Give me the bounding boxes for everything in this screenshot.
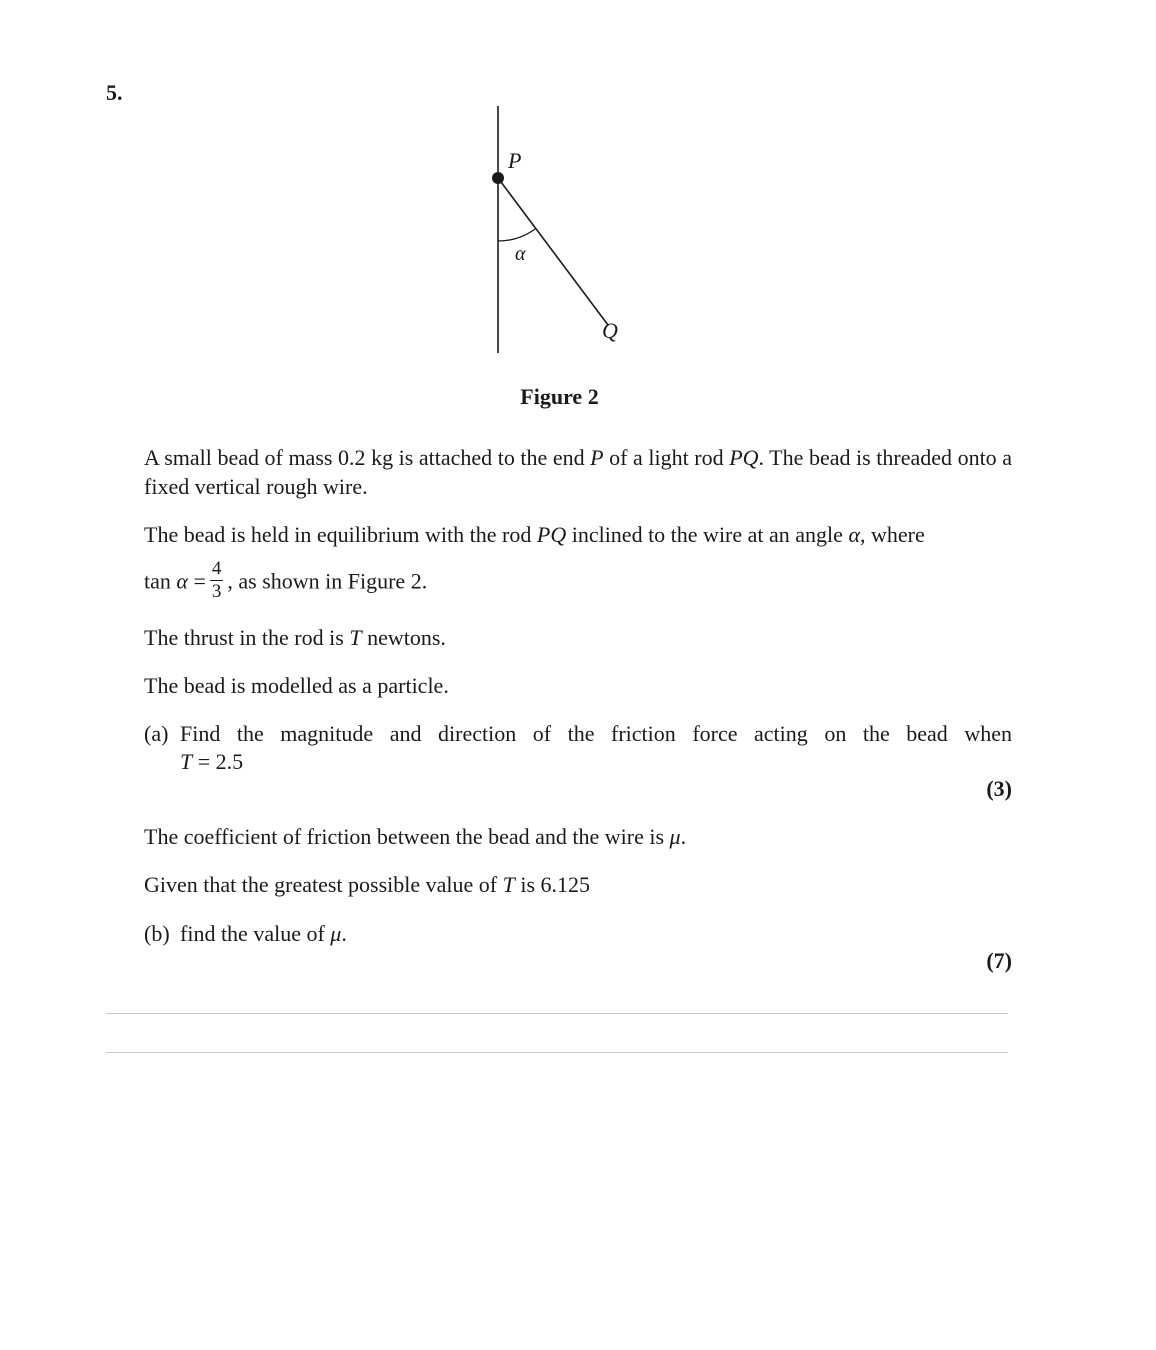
para3-var-t: T: [349, 625, 362, 650]
para2-text-c: , where: [860, 522, 925, 547]
paragraph-5: [144, 822, 1012, 851]
para2-text-a: The bead is held in equilibrium with the rod: [144, 522, 537, 547]
label-alpha: α: [515, 243, 526, 265]
part-a-marks: (3): [986, 776, 1012, 801]
label-q: Q: [602, 318, 618, 343]
tan-equation: [144, 558, 1012, 604]
para2-text-b: inclined to the wire at an angle: [566, 522, 849, 547]
question-number: 5.: [106, 80, 123, 105]
part-a-text: Find the magnitude and direction of the friction force acting on the bead when: [180, 721, 1012, 746]
answer-line-2: [106, 1052, 1008, 1053]
fraction: [210, 560, 224, 601]
figure-2-diagram: [440, 100, 660, 360]
para1-var-pq: PQ: [729, 445, 759, 470]
part-b-text: find the value of: [180, 921, 331, 946]
part-b-end: .: [341, 921, 347, 946]
para1-text-a: A small bead of mass 0.2 kg is attached to the end: [144, 445, 591, 470]
part-b-var-mu: μ: [330, 921, 342, 946]
para6-text-a: Given that the greatest possible value of: [144, 872, 503, 897]
para2-var-pq: PQ: [536, 522, 567, 547]
para6-var-t: T: [502, 872, 515, 897]
figure-caption: Figure 2: [520, 384, 599, 409]
paragraph-2: [144, 520, 1012, 549]
paragraph-3: [144, 623, 1012, 652]
fraction-numerator: 4: [211, 558, 222, 579]
para6-text-b: is 6.125: [514, 872, 591, 897]
para5-text-a: The coefficient of friction between the bead and the wire is: [144, 824, 670, 849]
para3-text-b: newtons.: [361, 625, 446, 650]
answer-line-1: [106, 1013, 1008, 1014]
part-a-value: = 2.5: [192, 749, 244, 774]
paragraph-6: [144, 870, 1012, 899]
para2-var-alpha: α: [848, 522, 860, 547]
para5-var-mu: μ: [669, 824, 681, 849]
tan-alpha: α: [176, 568, 188, 594]
tan-equals: =: [187, 568, 206, 594]
para5-text-b: .: [680, 824, 687, 849]
para1-var-p: P: [590, 445, 604, 470]
part-b-marks: (7): [986, 948, 1012, 973]
para1-text-b: of a light rod: [603, 445, 730, 470]
tan-suffix: , as shown in Figure 2.: [227, 568, 428, 594]
paragraph-1: [144, 443, 1012, 501]
para3-text-a: The thrust in the rod is: [144, 625, 350, 650]
diagram-svg: [440, 100, 660, 360]
tan-prefix: tan: [144, 568, 177, 594]
part-b-label: (b): [144, 921, 170, 946]
part-a-label: (a): [144, 721, 169, 746]
part-a-condition: [180, 747, 243, 776]
bead-point: [492, 172, 504, 184]
angle-arc: [498, 229, 536, 242]
fraction-denominator: 3: [211, 581, 222, 602]
part-a-var-t: T: [180, 749, 193, 774]
part-b: [144, 919, 1012, 948]
paragraph-4: The bead is modelled as a particle.: [144, 673, 449, 698]
para1-text-c: . The bead is threaded onto a fixed vertical rough wire.: [144, 445, 1013, 499]
label-p: P: [508, 148, 522, 173]
